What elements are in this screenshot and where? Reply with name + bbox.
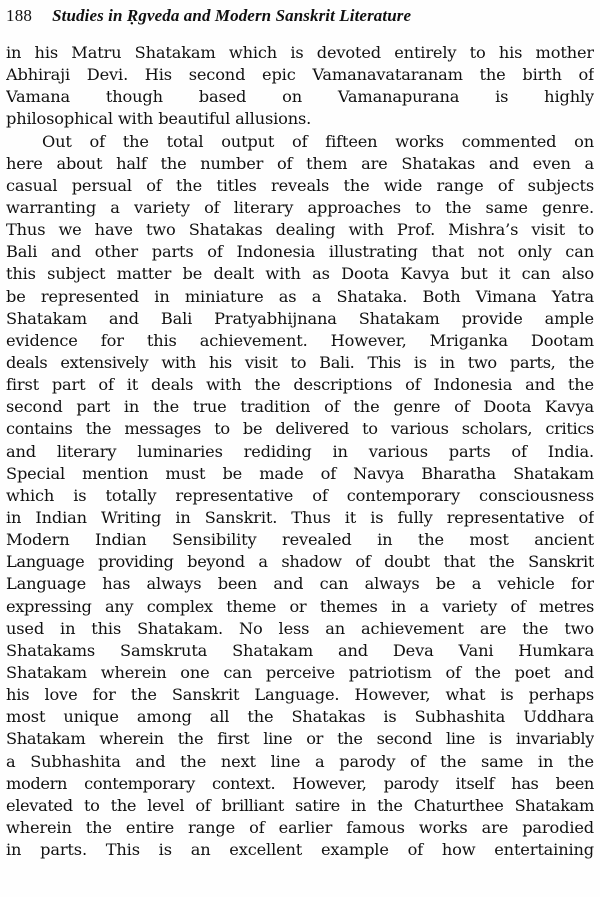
text-line: in his Matru Shatakam which is devoted entirely to his mother [6,43,594,62]
text-line: used in this Shatakam. No less an achievement are the two [6,618,594,638]
page-header [6,6,596,34]
text-line: a Subhashita and the next line a parody of the same in the [6,751,594,771]
text-line: in parts. This is an excellent example of how entertaining [6,840,594,860]
text-line: this subject matter be dealt with as Doota Kavya but it can also [6,264,594,284]
text-line: wherein the entire range of earlier famous works are parodied [6,817,594,837]
text-line: Thus we have two Shatakas dealing with Prof. Mishra’s visit to [6,220,594,240]
text-line: his love for the Sanskrit Language. However, what is perhaps [6,685,594,705]
page-number: 188 [6,6,33,25]
text-line: second part in the true tradition of the genre of Doota Kavya [6,397,594,417]
text-line: Language has always been and can always be a vehicle for [6,574,594,594]
text-line: here about half the number of them are Shatakas and even a [6,153,594,173]
text-line: in Indian Writing in Sanskrit. Thus it is fully representative of [6,507,594,527]
text-line: warranting a variety of literary approaches to the same genre. [6,197,594,217]
text-line: deals extensively with his visit to Bali. This is in two parts, the [6,352,594,372]
text-line: expressing any complex theme or themes in a variety of metres [6,596,594,616]
text-line: contains the messages to be delivered to various scholars, critics [6,419,594,439]
text-line: Vamana though based on Vamanapurana is highly [6,87,594,107]
text-line: first part of it deals with the descriptions of Indonesia and the [6,375,594,395]
text-line: Shatakam and Bali Pratyabhijnana Shatakam provide ample [6,308,594,328]
text-line: Shatakams Samskruta Shatakam and Deva Vani Humkara [6,640,594,660]
text-line: which is totally representative of contemporary consciousness [6,485,594,505]
paragraph-start-line: Out of the total output of fifteen works commented on [42,131,594,151]
text-line: be represented in miniature as a Shataka. Both Vimana Yatra [6,286,594,306]
text-line: modern contemporary context. However, parody itself has been [6,773,594,793]
text-line: Abhiraji Devi. His second epic Vamanavataranam the birth of [6,65,594,85]
text-line: most unique among all the Shatakas is Subhashita Uddhara [6,707,594,727]
text-line: Shatakam wherein the first line or the second line is invariably [6,729,594,749]
text-line: evidence for this achievement. However, Mriganka Dootam [6,330,594,350]
running-title: Studies in Ṛgveda and Modern Sanskrit Literature [52,6,412,25]
text-line: Modern Indian Sensibility revealed in the most ancient [6,530,594,550]
text-line: and literary luminaries rediding in various parts of India. [6,441,594,461]
text-line: Language providing beyond a shadow of doubt that the Sanskrit [6,552,594,572]
text-line: Special mention must be made of Navya Bharatha Shatakam [6,463,594,483]
text-line: casual persual of the titles reveals the wide range of subjects [6,175,594,195]
paragraph-end-line: philosophical with beautiful allusions. [6,109,312,129]
text-line: elevated to the level of brilliant satire in the Chaturthee Shatakam [6,795,594,815]
text-line: Bali and other parts of Indonesia illustrating that not only can [6,242,594,262]
body-text [6,42,594,861]
text-line: Shatakam wherein one can perceive patriotism of the poet and [6,662,594,682]
